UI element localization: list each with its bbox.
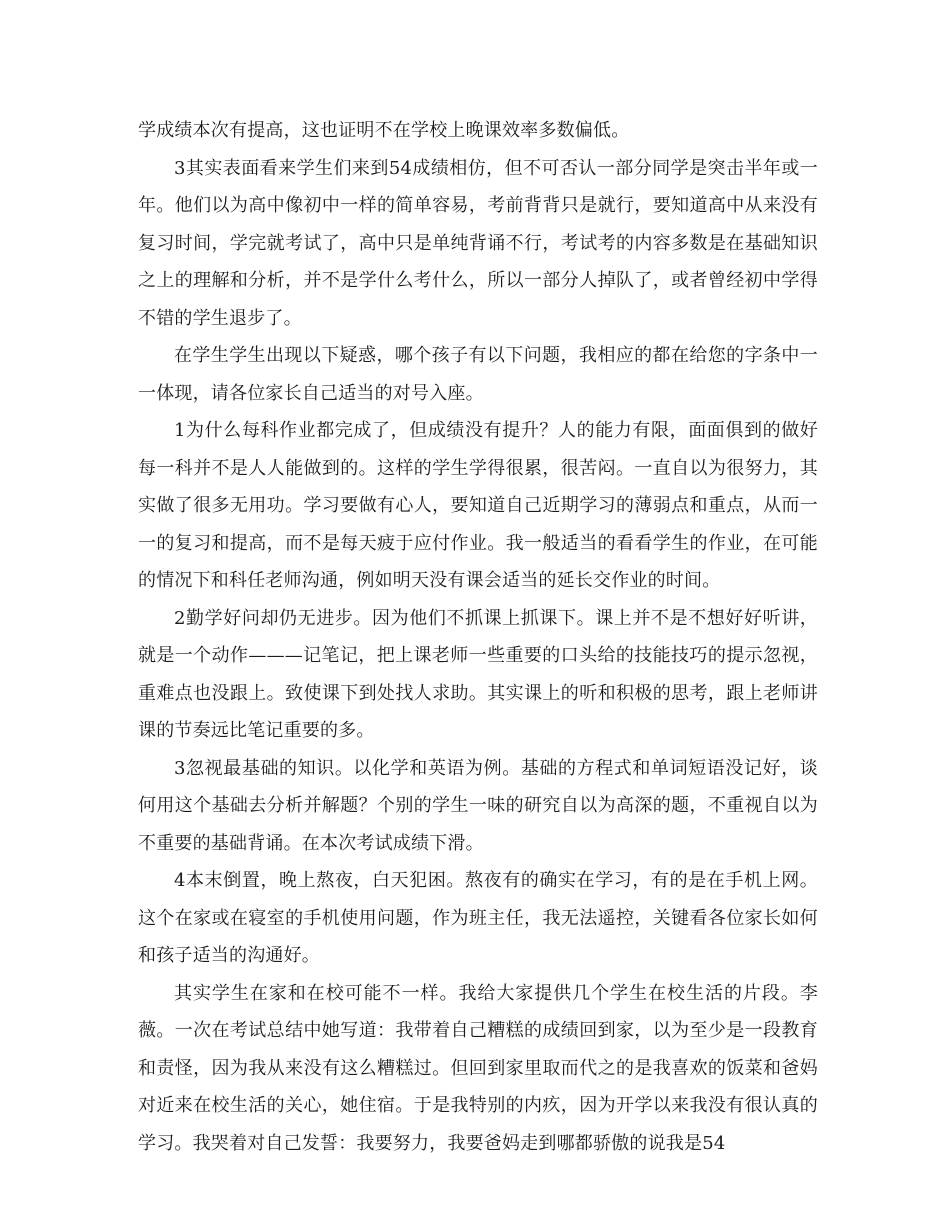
- paragraph-question-4: 4本末倒置，晚上熬夜，白天犯困。熬夜有的确实在学习，有的是在手机上网。这个在家或在寝室的手机使用问题，作为班主任，我无法遥控，关键看各位家长如何和孩子适当的沟通好。: [138, 870, 818, 966]
- paragraph-continuation: 学成绩本次有提高，这也证明不在学校上晚课效率多数偏低。: [138, 120, 630, 141]
- paragraph-student-story: 其实学生在家和在校可能不一样。我给大家提供几个学生在校生活的片段。李薇。一次在考试总结中她写道：我带着自己糟糕的成绩回到家，以为至少是一段教育和责怪，因为我从来没有这么糟糕过。但回到家里取而代之的是我喜欢的饭菜和爸妈对近来在校生活的关心，她住宿。于是我特别的内疚，因为开学以来我没有很认真的学习。我哭着对自己发誓：我要努力，我要爸妈走到哪都骄傲的说我是54: [138, 982, 818, 1154]
- paragraph-question-1: 1为什么每科作业都完成了，但成绩没有提升？人的能力有限，面面俱到的做好每一科并不是人人能做到的。这样的学生学得很累，很苦闷。一直自以为很努力，其实做了很多无用功。学习要做有心人，要知道自己近期学习的薄弱点和重点，从而一一的复习和提高，而不是每天疲于应付作业。我一般适当的看看学生的作业，在可能的情况下和科任老师沟通，例如明天没有课会适当的延长交作业的时间。: [138, 420, 818, 591]
- paragraph-question-2: 2勤学好问却仍无进步。因为他们不抓课上抓课下。课上并不是不想好好听讲，就是一个动作———记笔记，把上课老师一些重要的口头给的技能技巧的提示忽视，重难点也没跟上。致使课下到处找人求助。其实课上的听和积极的思考，跟上老师讲课的节奏远比笔记重要的多。: [138, 607, 818, 741]
- paragraph-question-3: 3忽视最基础的知识。以化学和英语为例。基础的方程式和单词短语没记好，谈何用这个基础去分析并解题？个别的学生一味的研究自以为高深的题，不重视自以为不重要的基础背诵。在本次考试成绩下滑。: [138, 757, 818, 854]
- paragraph-point-3-intro: 3其实表面看来学生们来到54成绩相仿，但不可否认一部分同学是突击半年或一年。他们以为高中像初中一样的简单容易，考前背背只是就行，要知道高中从来没有复习时间，学完就考试了，高中只是单纯背诵不行，考试考的内容多数是在基础知识之上的理解和分析，并不是学什么考什么，所以一部分人掉队了，或者曾经初中学得不错的学生退步了。: [138, 157, 818, 329]
- paragraph-questions-intro: 在学生学生出现以下疑惑，哪个孩子有以下问题，我相应的都在给您的字条中一一体现，请各位家长自己适当的对号入座。: [138, 345, 818, 404]
- document-body: [138, 112, 818, 1162]
